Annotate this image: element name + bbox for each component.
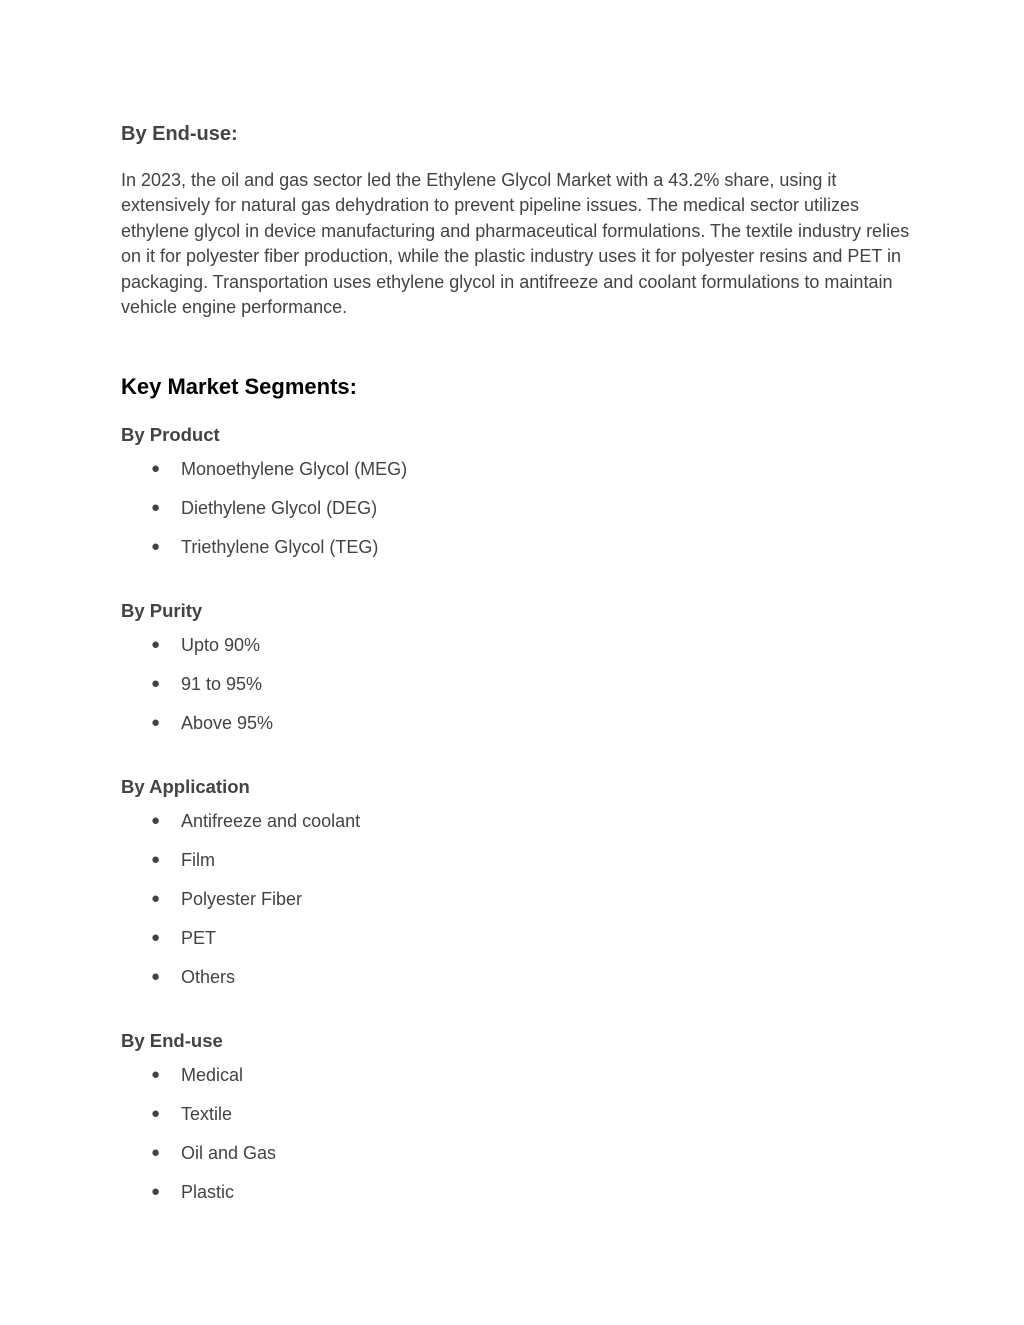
bullet-icon: ●	[151, 714, 161, 731]
list-item-text: Above 95%	[181, 713, 274, 733]
list-item	[121, 887, 821, 926]
bullet-icon: ●	[151, 538, 161, 555]
list-item	[121, 457, 821, 496]
list-item-text: Polyester Fiber	[181, 889, 303, 909]
list-item	[121, 1141, 821, 1180]
bullet-icon: ●	[151, 812, 161, 829]
bullet-icon: ●	[151, 499, 161, 516]
enduse-heading: By End-use:	[121, 123, 238, 145]
bullet-icon: ●	[151, 675, 161, 692]
bullet-icon: ●	[151, 460, 161, 477]
list-item	[121, 1063, 821, 1102]
list-item	[121, 711, 821, 750]
list-item-text: 91 to 95%	[181, 674, 263, 694]
segment-title: By Product	[121, 424, 220, 445]
bullet-icon: ●	[151, 1144, 161, 1161]
enduse-paragraph: In 2023, the oil and gas sector led the Ethylene Glycol Market with a 43.2% share, using it extensively for natural gas dehydration to prevent pipeline issues. The medical sector utilizes ethylene glycol in device manufacturing and pharmaceutical formulations. The textile industry relies on it for polyester fiber production, while the plastic industry uses it for polyester resins and PET in packaging. Transportation uses ethylene glycol in antifreeze and coolant formulations to maintain vehicle engine performance.	[121, 170, 910, 318]
list-item	[121, 672, 821, 711]
list-item	[121, 496, 821, 535]
list-item	[121, 1102, 821, 1141]
list-item	[121, 926, 821, 965]
bullet-icon: ●	[151, 851, 161, 868]
list-item-text: Plastic	[181, 1182, 235, 1202]
list-item	[121, 965, 821, 1004]
bullet-icon: ●	[151, 1105, 161, 1122]
bullet-icon: ●	[151, 968, 161, 985]
bullet-icon: ●	[151, 1183, 161, 1200]
list-item-text: Film	[181, 850, 215, 870]
segment-title: By Purity	[121, 600, 203, 621]
segment-by-product	[121, 423, 821, 574]
segment-list	[121, 809, 821, 1004]
list-item	[121, 535, 821, 574]
segment-list	[121, 633, 821, 750]
list-item	[121, 848, 821, 887]
list-item-text: Oil and Gas	[181, 1143, 277, 1163]
list-item	[121, 633, 821, 672]
segment-by-application	[121, 775, 821, 1004]
bullet-icon: ●	[151, 636, 161, 653]
list-item-text: Antifreeze and coolant	[181, 811, 361, 831]
list-item-text: Textile	[181, 1104, 233, 1124]
list-item-text: Triethylene Glycol (TEG)	[181, 537, 379, 557]
segment-title: By End-use	[121, 1030, 223, 1051]
list-item	[121, 1180, 821, 1219]
bullet-icon: ●	[151, 890, 161, 907]
segment-title: By Application	[121, 776, 250, 797]
bullet-icon: ●	[151, 1066, 161, 1083]
segment-by-end-use	[121, 1029, 821, 1219]
list-item-text: Medical	[181, 1065, 244, 1085]
segment-by-purity	[121, 599, 821, 750]
list-item-text: Monoethylene Glycol (MEG)	[181, 459, 408, 479]
list-item-text: Diethylene Glycol (DEG)	[181, 498, 378, 518]
list-item-text: Others	[181, 967, 236, 987]
list-item-text: PET	[181, 928, 217, 948]
list-item	[121, 809, 821, 848]
segment-list	[121, 457, 821, 574]
list-item-text: Upto 90%	[181, 635, 261, 655]
key-segments-heading: Key Market Segments:	[121, 374, 357, 399]
bullet-icon: ●	[151, 929, 161, 946]
segment-list	[121, 1063, 821, 1219]
